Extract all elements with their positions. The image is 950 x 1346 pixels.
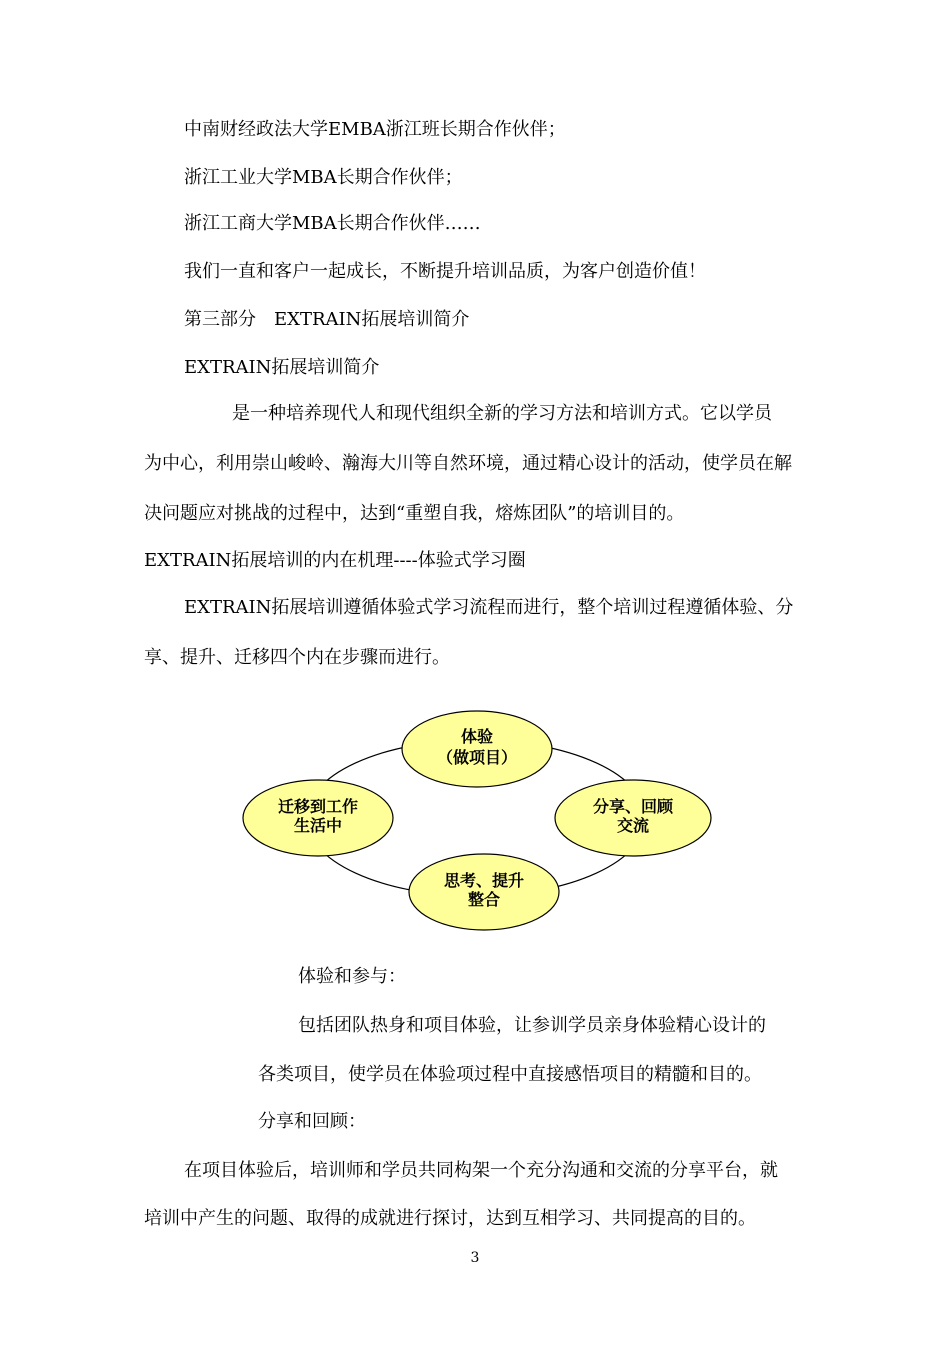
partner-line-3: 浙江工商大学MBA长期合作伙伴…… <box>184 213 481 234</box>
node-reflection-label-1: 思考、提升 <box>443 871 525 890</box>
sharing-heading: 分享和回顾： <box>258 1111 366 1132</box>
node-transfer-label-2: 生活中 <box>293 816 343 835</box>
sharing-paragraph-line-1: 在项目体验后，培训师和学员共同构架一个充分沟通和交流的分享平台，就 <box>184 1160 778 1181</box>
node-reflection-label-2: 整合 <box>467 890 501 909</box>
intro-paragraph-line-1: 是一种培养现代人和现代组织全新的学习方法和培训方式。它以学员 <box>232 403 772 424</box>
intro-paragraph-line-3: 决问题应对挑战的过程中，达到“重塑自我，熔炼团队”的培训目的。 <box>144 503 685 524</box>
partner-line-1: 中南财经政法大学EMBA浙江班长期合作伙伴； <box>184 119 566 140</box>
mechanism-heading: EXTRAIN拓展培训的内在机理----体验式学习圈 <box>144 550 526 571</box>
page-number: 3 <box>470 1250 480 1266</box>
section-heading: 第三部分 EXTRAIN拓展培训简介 <box>184 309 470 330</box>
experience-heading: 体验和参与： <box>298 966 406 987</box>
node-transfer-label-1: 迁移到工作 <box>277 797 359 816</box>
partner-line-2: 浙江工业大学MBA长期合作伙伴； <box>184 167 463 188</box>
node-sharing-label-1: 分享、回顾 <box>592 797 674 816</box>
mission-statement: 我们一直和客户一起成长，不断提升培训品质，为客户创造价值！ <box>184 261 706 282</box>
process-paragraph-line-2: 享、提升、迁移四个内在步骤而进行。 <box>144 647 450 668</box>
process-paragraph-line-1: EXTRAIN拓展培训遵循体验式学习流程而进行，整个培训过程遵循体验、分 <box>184 597 794 618</box>
subsection-heading: EXTRAIN拓展培训简介 <box>184 357 380 378</box>
experience-paragraph-line-1: 包括团队热身和项目体验，让参训学员亲身体验精心设计的 <box>298 1015 766 1036</box>
experiential-learning-cycle-diagram <box>240 700 720 950</box>
node-experience-label-2: （做项目） <box>436 748 518 767</box>
experience-paragraph-line-2: 各类项目，使学员在体验项过程中直接感悟项目的精髓和目的。 <box>258 1064 762 1085</box>
node-experience-label-1: 体验 <box>460 727 494 746</box>
sharing-paragraph-line-2: 培训中产生的问题、取得的成就进行探讨，达到互相学习、共同提高的目的。 <box>144 1208 756 1229</box>
node-sharing-label-2: 交流 <box>616 816 650 835</box>
intro-paragraph-line-2: 为中心，利用崇山峻岭、瀚海大川等自然环境，通过精心设计的活动，使学员在解 <box>144 453 792 474</box>
